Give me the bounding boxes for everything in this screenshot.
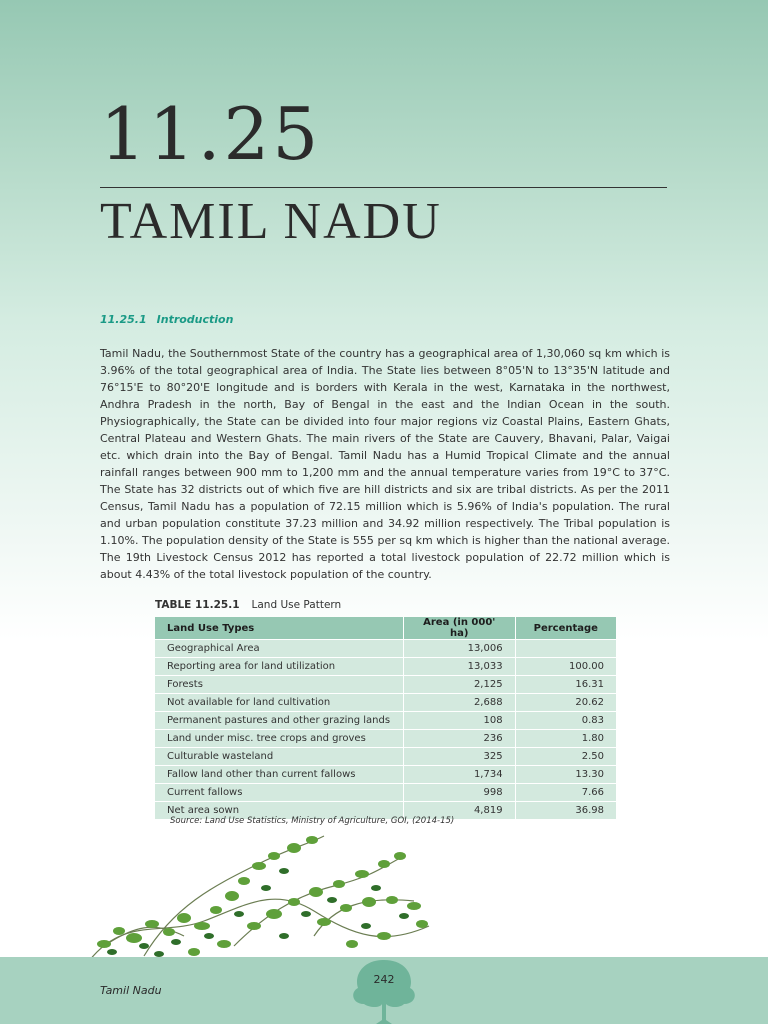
- cell-land-use: Net area sown: [155, 802, 403, 820]
- cell-area: 325: [403, 748, 515, 766]
- intro-paragraph: Tamil Nadu, the Southernmost State of the country has a geographical area of 1,30,060 sq km which is 3.96% of the total geographical area of India. The State lies between 8°05'N to 13°35'N latitude and 76°15'E to 80°20'E longitude and is borders with Kerala in the west, Karnataka in the northwest, Andhra Pradesh in the north, Bay of Bengal in the east and the Indian Ocean in the south. Physiographically, the State can be divided into four major regions viz Coastal Plains, Eastern Ghats, Central Plateau and Western Ghats. The main rivers of the State are Cauvery, Bhavani, Palar, Vaigai etc. which drain into the Bay of Bengal. Tamil Nadu has a Humid Tropical Climate and the annual rainfall ranges between 900 mm to 1,200 mm and the annual temperature varies from 19°C to 37°C. The State has 32 districts out of which five are hill districts and six are tribal districts. As per the 2011 Census, Tamil Nadu has a population of 72.15 million which is 5.96% of India's population. The rural and urban population constitute 37.23 million and 34.92 million respectively. The Tribal population is 1.10%. The population density of the State is 555 per sq km which is higher than the national average. The 19th Livestock Census 2012 has reported a total livestock population of 22.72 million which is about 4.43% of the total livestock population of the country.: [100, 347, 670, 581]
- table-row: [155, 640, 616, 658]
- table-row: [155, 766, 616, 784]
- cell-area: 1,734: [403, 766, 515, 784]
- footer-running-title: Tamil Nadu: [100, 984, 162, 997]
- cell-percentage: 7.66: [515, 784, 616, 802]
- section-number: 11.25.1: [100, 313, 147, 326]
- cell-area: 108: [403, 712, 515, 730]
- title-rule: [100, 187, 667, 188]
- cell-land-use: Reporting area for land utilization: [155, 658, 403, 676]
- section-heading: [100, 313, 233, 326]
- table-row: [155, 730, 616, 748]
- cell-area: 236: [403, 730, 515, 748]
- cell-percentage: 20.62: [515, 694, 616, 712]
- table-caption-text: Land Use Pattern: [251, 599, 342, 611]
- cell-percentage: 36.98: [515, 802, 616, 820]
- table-row: [155, 784, 616, 802]
- vine-plant-illustration: [84, 826, 434, 966]
- cell-percentage: 100.00: [515, 658, 616, 676]
- cell-land-use: Geographical Area: [155, 640, 403, 658]
- tree-icon: [346, 958, 422, 1024]
- cell-land-use: Land under misc. tree crops and groves: [155, 730, 403, 748]
- cell-area: 13,006: [403, 640, 515, 658]
- cell-area: 998: [403, 784, 515, 802]
- cell-land-use: Current fallows: [155, 784, 403, 802]
- cell-percentage: [515, 640, 616, 658]
- cell-percentage: 2.50: [515, 748, 616, 766]
- table-row: [155, 748, 616, 766]
- cell-area: 2,688: [403, 694, 515, 712]
- table-row: [155, 676, 616, 694]
- cell-land-use: Not available for land cultivation: [155, 694, 403, 712]
- section-title: Introduction: [156, 313, 234, 326]
- cell-area: 4,819: [403, 802, 515, 820]
- table-caption: [155, 599, 341, 611]
- cell-percentage: 13.30: [515, 766, 616, 784]
- cell-land-use: Fallow land other than current fallows: [155, 766, 403, 784]
- page-number: 242: [373, 973, 395, 986]
- chapter-number: 11.25: [100, 92, 322, 176]
- land-use-table: [155, 617, 616, 819]
- cell-area: 13,033: [403, 658, 515, 676]
- table-label: TABLE 11.25.1: [155, 599, 240, 611]
- chapter-title: TAMIL NADU: [100, 193, 442, 250]
- table-header-row: [155, 617, 616, 640]
- header-area: Area (in 000' ha): [403, 617, 515, 640]
- cell-percentage: 16.31: [515, 676, 616, 694]
- cell-land-use: Permanent pastures and other grazing lands: [155, 712, 403, 730]
- cell-area: 2,125: [403, 676, 515, 694]
- table-source-note: Source: Land Use Statistics, Ministry of Agriculture, GOI, (2014-15): [170, 816, 455, 826]
- header-percentage: Percentage: [515, 617, 616, 640]
- cell-land-use: Forests: [155, 676, 403, 694]
- header-land-use-types: Land Use Types: [155, 617, 403, 640]
- cell-percentage: 1.80: [515, 730, 616, 748]
- cell-land-use: Culturable wasteland: [155, 748, 403, 766]
- cell-percentage: 0.83: [515, 712, 616, 730]
- table-row: [155, 658, 616, 676]
- table-row: [155, 694, 616, 712]
- table-row: [155, 712, 616, 730]
